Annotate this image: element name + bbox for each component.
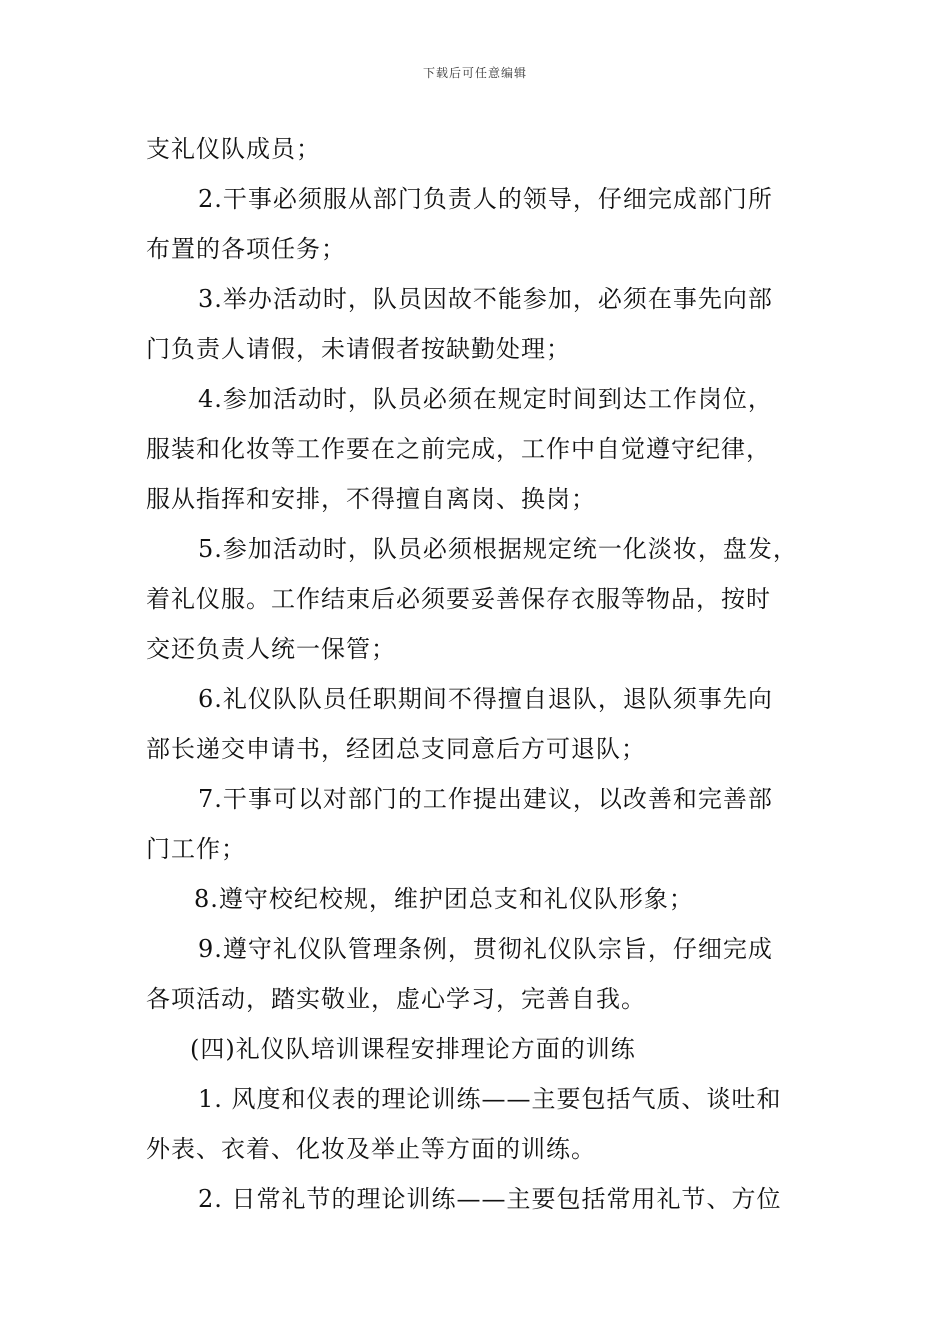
text-line-22: 2. 日常礼节的理论训练——主要包括常用礼节、方位 bbox=[198, 1185, 782, 1213]
text-line-11: 交还负责人统一保管； bbox=[146, 635, 396, 663]
text-line-10: 着礼仪服。工作结束后必须要妥善保存衣服等物品，按时 bbox=[146, 585, 771, 613]
text-line-14: 7.干事可以对部门的工作提出建议，以改善和完善部 bbox=[198, 785, 773, 813]
text-line-3: 布置的各项任务； bbox=[146, 235, 346, 263]
page-header: 下载后可任意编辑 bbox=[422, 66, 527, 80]
text-line-21: 外表、衣着、化妆及举止等方面的训练。 bbox=[146, 1135, 596, 1163]
section-heading: (四)礼仪队培训课程安排理论方面的训练 bbox=[190, 1035, 636, 1063]
text-line-15: 门工作； bbox=[146, 835, 246, 863]
text-line-17: 9.遵守礼仪队管理条例，贯彻礼仪队宗旨，仔细完成 bbox=[198, 935, 773, 963]
text-line-8: 服从指挥和安排，不得擅自离岗、换岗； bbox=[146, 485, 596, 513]
text-line-18: 各项活动，踏实敬业，虚心学习，完善自我。 bbox=[146, 985, 646, 1013]
text-line-16: 8.遵守校纪校规，维护团总支和礼仪队形象； bbox=[194, 885, 694, 913]
text-line-1: 支礼仪队成员； bbox=[146, 135, 321, 163]
text-line-13: 部长递交申请书，经团总支同意后方可退队； bbox=[146, 735, 646, 763]
text-line-2: 2.干事必须服从部门负责人的领导，仔细完成部门所 bbox=[198, 185, 773, 213]
text-line-7: 服装和化妆等工作要在之前完成，工作中自觉遵守纪律， bbox=[146, 435, 771, 463]
text-line-6: 4.参加活动时，队员必须在规定时间到达工作岗位， bbox=[198, 385, 773, 413]
text-line-20: 1. 风度和仪表的理论训练——主要包括气质、谈吐和 bbox=[198, 1085, 782, 1113]
text-line-4: 3.举办活动时，队员因故不能参加，必须在事先向部 bbox=[198, 285, 773, 313]
text-line-5: 门负责人请假，未请假者按缺勤处理； bbox=[146, 335, 571, 363]
text-line-12: 6.礼仪队队员任职期间不得擅自退队，退队须事先向 bbox=[198, 685, 773, 713]
text-line-9: 5.参加活动时，队员必须根据规定统一化淡妆，盘发， bbox=[198, 535, 798, 563]
